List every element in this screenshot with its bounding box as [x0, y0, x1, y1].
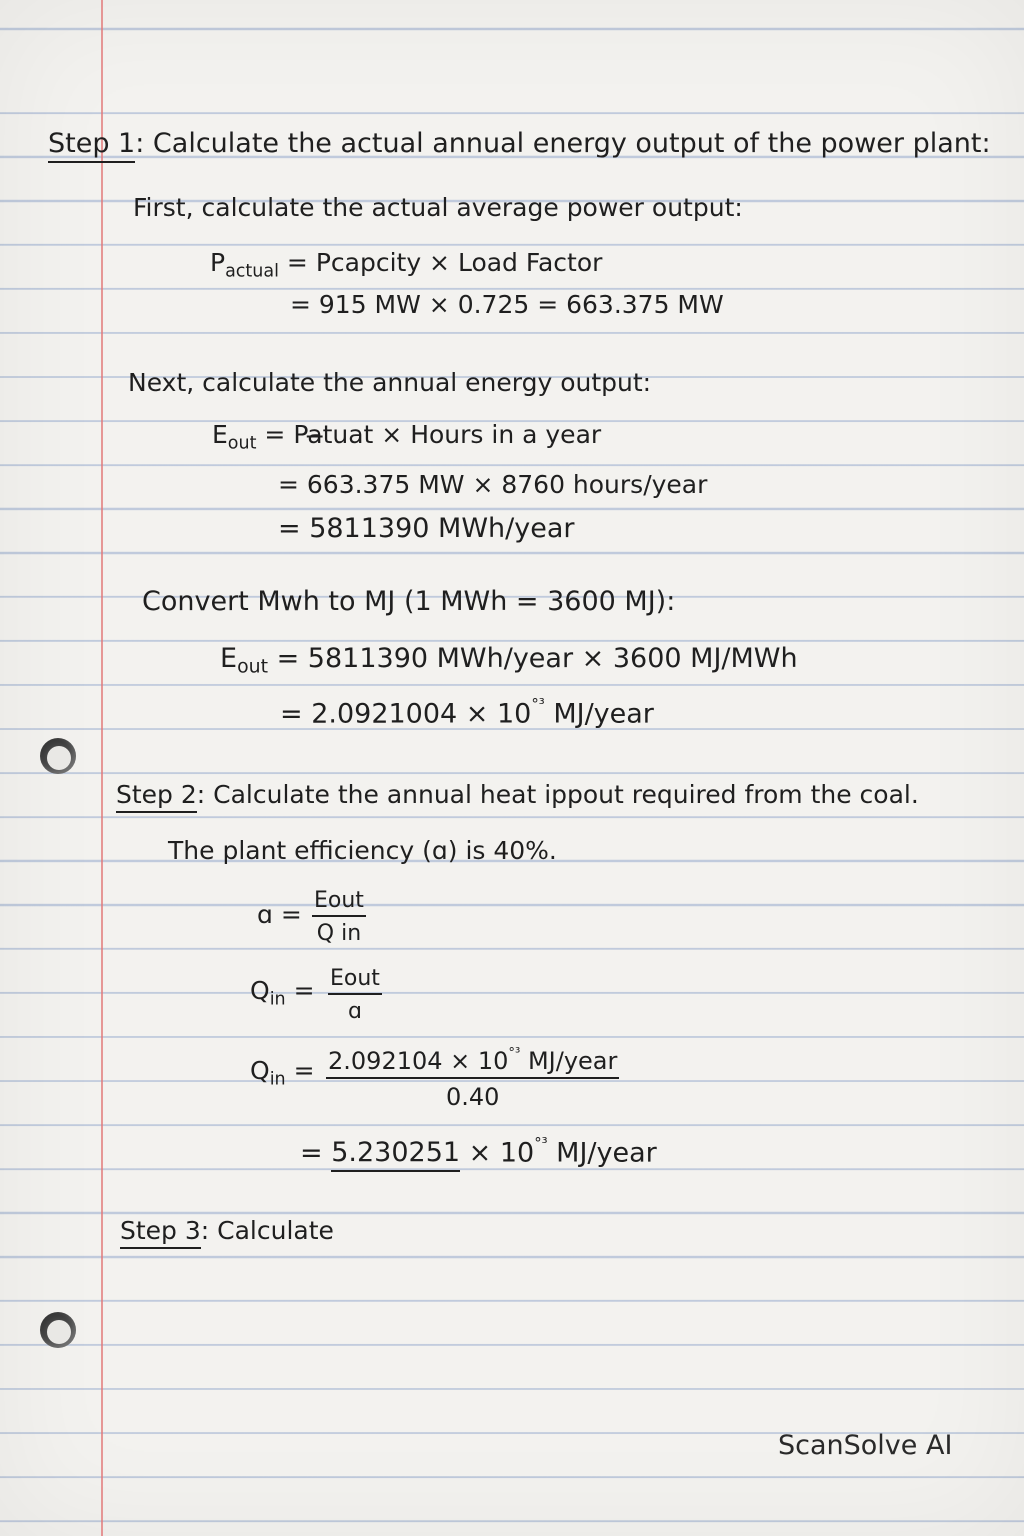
eq2-lhs-main: Q [250, 976, 270, 1005]
convert-line2 [280, 695, 654, 730]
eq2-equals: = [293, 976, 315, 1005]
result-equals: = [300, 1137, 323, 1169]
c-line2-exp: °³ [531, 695, 545, 713]
efficiency-statement: The plant efficiency (ɑ) is 40%. [168, 836, 557, 865]
e-lhs-sub: out [227, 433, 257, 454]
e-out-line3: = 5811390 MWh/year [278, 513, 575, 544]
step3-label: Step 3 [120, 1216, 201, 1249]
eq2-fraction [328, 966, 382, 1024]
p-actual-equation [210, 250, 602, 281]
eq3-num-pre: 2.092104 × 10 [328, 1046, 509, 1075]
e-out-equation [212, 422, 601, 453]
step1-sub1: First, calculate the actual average power output: [133, 193, 743, 222]
c-rhs: = 5811390 MWh/year × 3600 MJ/MWh [276, 643, 798, 674]
c-line2-post: MJ/year [544, 698, 654, 730]
step1-heading [48, 130, 991, 157]
p-rhs: = Pcapcity × Load Factor [286, 248, 603, 277]
eq1-numerator: Eout [312, 888, 366, 917]
step3-heading [120, 1218, 334, 1243]
eq3-lhs-sub: in [269, 1069, 286, 1090]
eq3-numerator [326, 1046, 619, 1079]
step1-sub2: Next, calculate the annual energy output: [128, 368, 652, 397]
eq3-num-exp: °³ [508, 1046, 521, 1061]
step1-label: Step 1 [48, 128, 135, 163]
eq1-lhs: ɑ = [257, 900, 302, 929]
heat-input-result [300, 1134, 657, 1169]
margin-line [101, 0, 103, 1536]
punch-hole-top [40, 738, 76, 774]
punch-hole-bottom [40, 1312, 76, 1348]
result-post: MJ/year [547, 1137, 657, 1169]
eq2-lhs-sub: in [269, 989, 286, 1010]
eq1-denominator: Q in [316, 921, 362, 946]
convert-heading: Convert Mwh to MJ (1 MWh = 3600 MJ): [142, 586, 676, 617]
e-out-line2: = 663.375 MW × 8760 hours/year [278, 470, 708, 499]
eq3-equals: = [293, 1056, 315, 1085]
eq2-denominator: ɑ [347, 999, 362, 1024]
c-lhs-sub: out [237, 655, 268, 678]
eq3-num-post: MJ/year [520, 1046, 618, 1075]
step1-title: : Calculate the actual annual energy output of the power plant: [135, 128, 991, 159]
e-rhs: = Pa̶tuat × Hours in a year [264, 420, 602, 449]
step2-title: : Calculate the annual heat ippout required from the coal. [196, 780, 919, 809]
eq3-lhs-main: Q [250, 1056, 270, 1085]
eq1-fraction [312, 888, 366, 946]
p-lhs-main: P [210, 248, 226, 277]
p-lhs-sub: actual [225, 261, 279, 282]
convert-equation [220, 645, 798, 677]
c-lhs-main: E [220, 643, 238, 674]
step2-label: Step 2 [116, 780, 197, 813]
eq2-lhs [250, 978, 315, 1009]
brand-signature: ScanSolve AI [778, 1430, 953, 1461]
result-value: 5.230251 [331, 1137, 460, 1172]
eq3-lhs [250, 1058, 315, 1089]
step2-heading [116, 782, 919, 807]
result-exp: °³ [534, 1134, 548, 1152]
p-actual-line2: = 915 MW × 0.725 = 663.375 MW [290, 290, 724, 319]
eq3-fraction [326, 1046, 619, 1111]
eq3-denominator: 0.40 [445, 1082, 500, 1111]
result-mid: × 10 [460, 1137, 535, 1169]
step3-title: : Calculate [200, 1216, 334, 1245]
eq2-numerator: Eout [328, 966, 382, 995]
c-line2-pre: = 2.0921004 × 10 [280, 698, 532, 730]
e-lhs-main: E [212, 420, 228, 449]
